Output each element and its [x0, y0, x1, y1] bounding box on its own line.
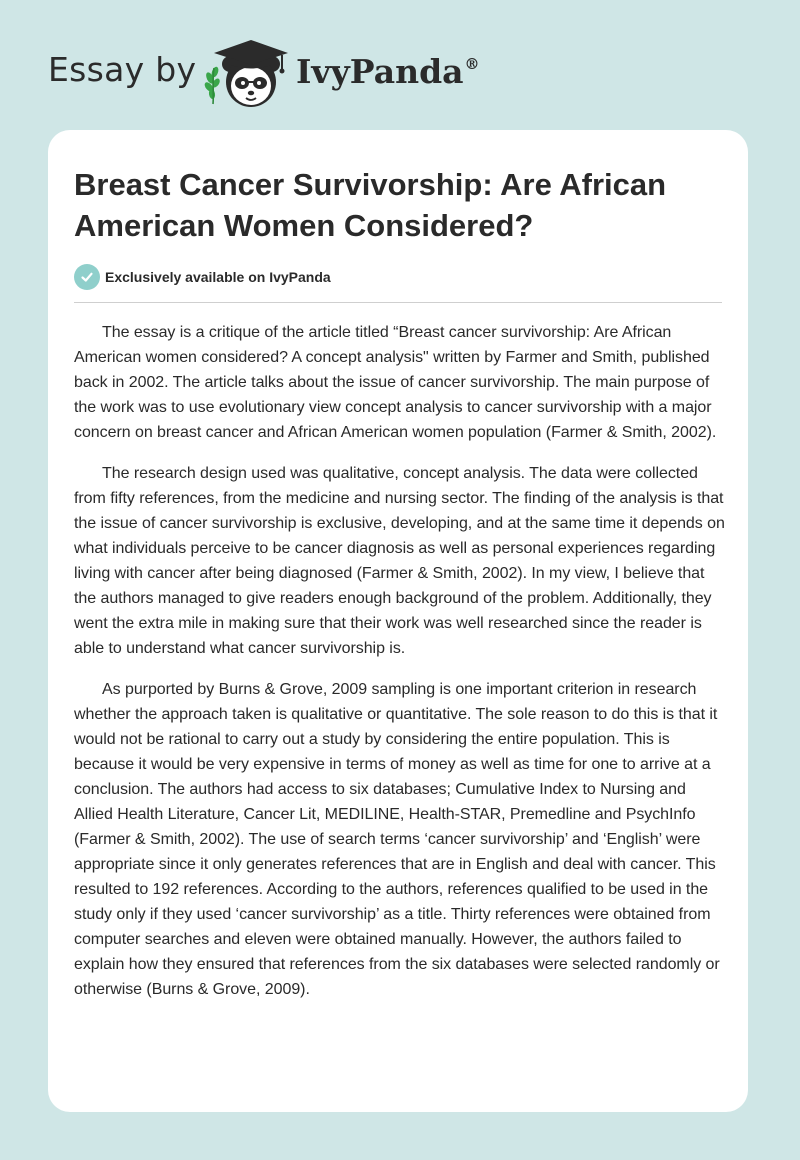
panda-graduation-cap-icon[interactable] [200, 34, 296, 110]
essay-card [48, 130, 748, 1112]
site-header [0, 0, 800, 130]
essay-paragraph: The research design used was qualitative, concept analysis. The data were collected from fifty references, from the medicine and nursing sector. The finding of the analysis is that the issue of cancer survivorship is exclusive, developing, and at the same time it depends on what individuals perceive to be cancer diagnosis as well as personal experiences regarding living with cancer after being diagnosed (Farmer & Smith, 2002). In my view, I believe that the authors managed to give readers enough background of the problem. Additionally, they went the extra mile in making sure that their work was well researched since the reader is able to understand what cancer survivorship is. [74, 465, 725, 657]
essay-paragraph: The essay is a critique of the article titled “Breast cancer survivorship: Are African American women considered? A concept analysis" written by Farmer and Smith, published back in 2002. The article talks about the issue of cancer survivorship. The main purpose of the work was to use evolutionary view concept analysis to cancer survivorship with a major concern on breast cancer and African American women population (Farmer & Smith, 2002). [74, 324, 717, 441]
title-divider [74, 302, 722, 303]
exclusive-badge-label: Exclusively available on IvyPanda [105, 269, 331, 285]
essay-title: Breast Cancer Survivorship: Are African American Women Considered? [74, 167, 667, 243]
check-circle-icon [74, 264, 100, 290]
registered-mark: ® [464, 55, 480, 73]
essay-body [74, 320, 726, 1018]
brand-name-text: IvyPanda [296, 52, 464, 91]
essay-paragraph: As purported by Burns & Grove, 2009 sampling is one important criterion in research whether the approach taken is qualitative or quantitative. The sole reason to do this is that it would not be rational to carry out a study by considering the entire population. This is because it would be very expensive in terms of money as well as time for one to arrive at a conclusion. The authors had access to six databases; Cumulative Index to Nursing and Allied Health Literature, Cancer Lit, MEDILINE, Health-STAR, Premedline and PsychInfo (Farmer & Smith, 2002). The use of search terms ‘cancer survivorship’ and ‘English’ were appropriate since it only generates references that are in English and deal with cancer. This resulted to 192 references. According to the authors, references qualified to be used in the study only if they used ‘cancer survivorship’ as a title. Thirty references were obtained from computer searches and eleven were obtained manually. However, the authors failed to explain how they ensured that references from the six databases were selected randomly or otherwise (Burns & Grove, 2009). [74, 681, 720, 998]
checkmark-glyph [80, 270, 94, 284]
brand-name[interactable] [296, 52, 480, 91]
exclusive-badge [74, 263, 331, 291]
brand-prefix: Essay by [48, 50, 197, 89]
